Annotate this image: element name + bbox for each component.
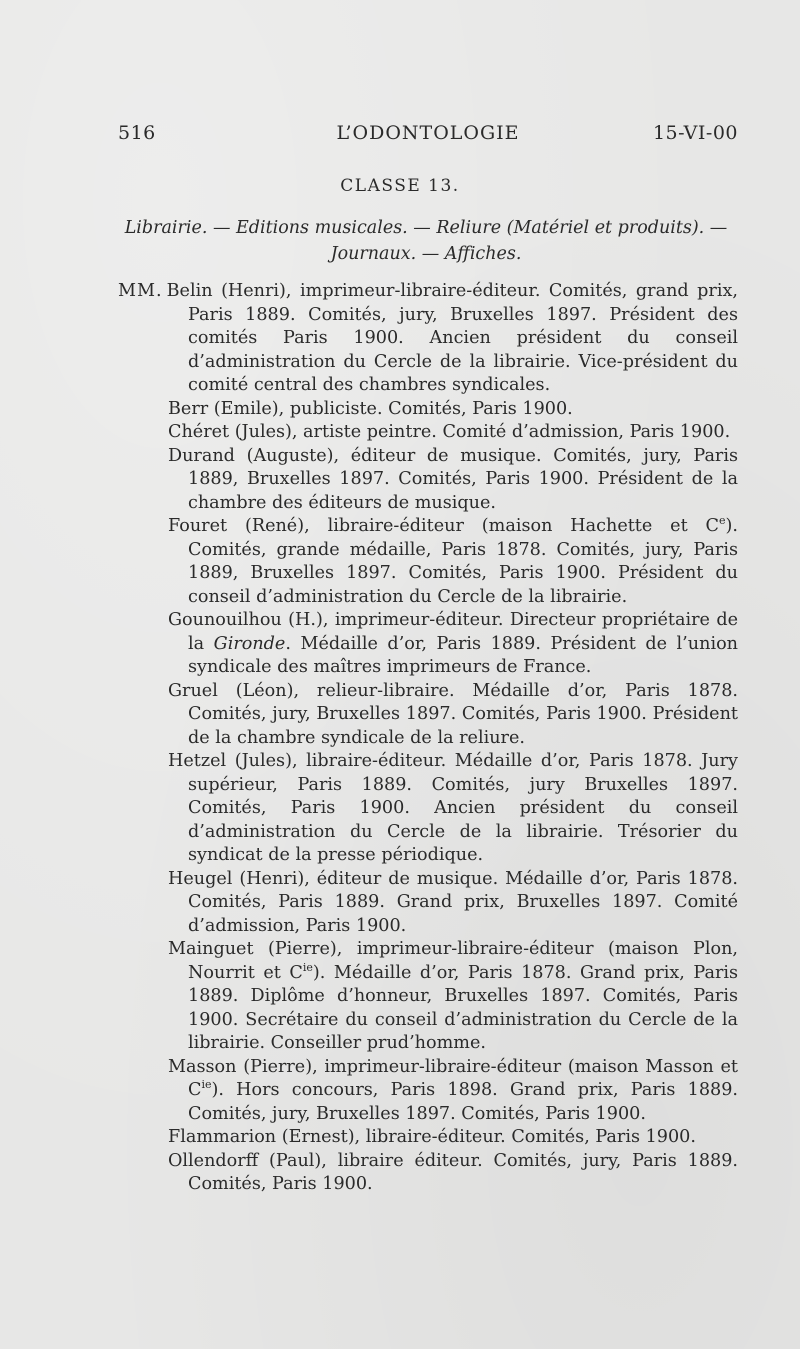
entry-text-cont: ). Comités, grande médaille, Paris 1878. Comités, jury, Paris 1889, Bruxelles 1897. Comités, Paris 1900. Président du conseil d’administration du Cercle de la librairie. bbox=[188, 516, 738, 607]
entry-text: Heugel (Henri), éditeur de musique. Médaille d’or, Paris 1878. Comités, Paris 1889. Grand prix, Bruxelles 1897. Comité d’admission, Paris 1900. bbox=[168, 868, 738, 936]
member-entry-gounouilhou bbox=[118, 609, 738, 680]
entry-text-cont: ). Hors concours, Paris 1898. Grand prix, Paris 1889. Comités, jury, Bruxelles 1897. Comités, Paris 1900. bbox=[188, 1080, 738, 1124]
class-subject bbox=[112, 215, 740, 267]
member-list bbox=[118, 280, 738, 1197]
entry-text: Flammarion (Ernest), libraire-éditeur. Comités, Paris 1900. bbox=[168, 1127, 696, 1147]
member-entry-mainguet bbox=[118, 938, 738, 1056]
superscript: ie bbox=[302, 960, 313, 974]
running-head bbox=[118, 122, 738, 150]
member-entry-flammarion bbox=[118, 1126, 738, 1150]
member-entry-ollendorff bbox=[118, 1150, 738, 1197]
entry-text: Gruel (Léon), relieur-libraire. Médaille d’or, Paris 1878. Comités, jury, Bruxelles 1897. Comités, Paris 1900. Président de la chambre syndicale de la reliure. bbox=[168, 680, 738, 748]
entry-text: Belin (Henri), imprimeur-libraire-éditeur. Comités, grand prix, Paris 1889. Comités, jury, Bruxelles 1897. Président des comités Paris 1900. Ancien président du conseil d’administration du Cercle de la librairie. Vice-président du comité central des chambres syndicales. bbox=[166, 281, 738, 395]
newspaper-title: Gironde bbox=[213, 633, 286, 654]
entry-text: Fouret (René), libraire-éditeur (maison Hachette et C bbox=[168, 516, 720, 536]
subject-line-2: Journaux. — Affiches. bbox=[330, 244, 522, 264]
member-entry-heugel bbox=[118, 868, 738, 939]
superscript: ie bbox=[201, 1078, 212, 1092]
entry-text: Masson (Pierre), imprimeur-libraire-éditeur (maison Masson et C bbox=[168, 1056, 738, 1100]
superscript: e bbox=[719, 514, 726, 528]
member-entry-belin bbox=[118, 280, 738, 398]
entry-text-cont: . Médaille d’or, Paris 1889. Président de l’union syndicale des maîtres imprimeurs de France. bbox=[188, 633, 738, 677]
journal-title: L’ODONTOLOGIE bbox=[336, 122, 520, 144]
subject-line-1: Librairie. — Editions musicales. — Reliure (Matériel et produits). — bbox=[124, 218, 728, 238]
entry-text-cont: ). Médaille d’or, Paris 1878. Grand prix, Paris 1889. Diplôme d’honneur, Bruxelles 1897. Comités, Paris 1900. Secrétaire du conseil d’administration du Cercle de la librairie. Conseiller prud’homme. bbox=[188, 962, 739, 1053]
member-entry-gruel bbox=[118, 680, 738, 751]
entry-text: Hetzel (Jules), libraire-éditeur. Médaille d’or, Paris 1878. Jury supérieur, Paris 1889. Comités, jury Bruxelles 1897. Comités, Paris 1900. Ancien président du conseil d’administration du Cercle de la librairie. Trésorier du syndicat de la presse périodique. bbox=[168, 751, 738, 865]
member-entry-berr bbox=[118, 398, 738, 422]
member-entry-cheret bbox=[118, 421, 738, 445]
entry-text: Mainguet (Pierre), imprimeur-libraire-éditeur (maison Plon, Nourrit et C bbox=[168, 939, 738, 983]
class-heading: CLASSE 13. bbox=[340, 176, 460, 196]
member-entry-masson bbox=[118, 1056, 738, 1127]
entry-text: Chéret (Jules), artiste peintre. Comité d’admission, Paris 1900. bbox=[168, 422, 731, 442]
entry-text: Berr (Emile), publiciste. Comités, Paris 1900. bbox=[168, 398, 573, 419]
member-entry-fouret bbox=[118, 515, 738, 609]
members-prefix: MM. bbox=[118, 281, 163, 301]
entry-text: Ollendorff (Paul), libraire éditeur. Comités, jury, Paris 1889. Comités, Paris 1900. bbox=[168, 1150, 738, 1194]
issue-date: 15-VI-00 bbox=[652, 122, 738, 144]
page-number: 516 bbox=[118, 122, 156, 144]
entry-text: Durand (Auguste), éditeur de musique. Comités, jury, Paris 1889, Bruxelles 1897. Comités, Paris 1900. Président de la chambre des éditeurs de musique. bbox=[168, 445, 738, 513]
entry-text: Gounouilhou (H.), imprimeur-éditeur. Directeur propriétaire de la bbox=[168, 610, 738, 654]
member-entry-durand bbox=[118, 445, 738, 516]
member-entry-hetzel bbox=[118, 750, 738, 868]
